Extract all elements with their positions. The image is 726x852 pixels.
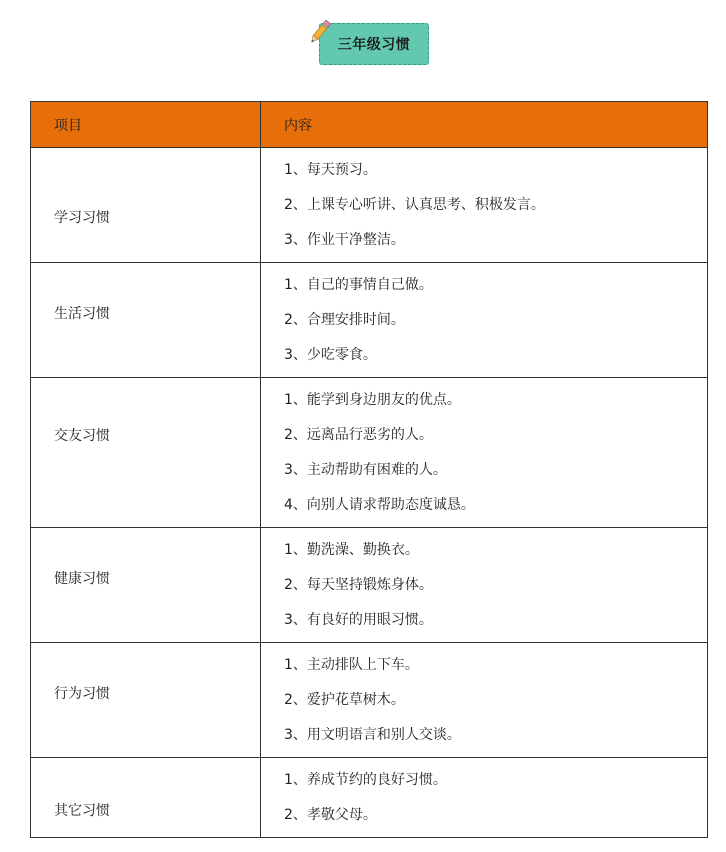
- habits-table: [30, 101, 708, 838]
- category-label: 健康习惯: [54, 571, 110, 587]
- list-item: 2、合理安排时间。: [284, 311, 405, 328]
- list-item: 2、每天坚持锻炼身体。: [284, 576, 433, 593]
- content-cell: [261, 528, 708, 643]
- category-cell: [31, 148, 261, 263]
- header-category: 项目: [31, 102, 261, 148]
- content-cell: [261, 263, 708, 378]
- category-label: 学习习惯: [54, 210, 110, 226]
- list-item: 3、用文明语言和别人交谈。: [284, 726, 461, 743]
- list-item: 1、每天预习。: [284, 161, 377, 178]
- table-row: [31, 758, 708, 838]
- category-cell: [31, 378, 261, 528]
- pencil-icon: [305, 17, 335, 47]
- category-cell: [31, 528, 261, 643]
- content-cell: [261, 643, 708, 758]
- category-label: 其它习惯: [54, 802, 110, 819]
- list-item: 3、有良好的用眼习惯。: [284, 611, 433, 628]
- table-row: [31, 528, 708, 643]
- content-cell: [261, 148, 708, 263]
- header-content: 内容: [261, 102, 708, 148]
- list-item: 2、上课专心听讲、认真思考、积极发言。: [284, 196, 545, 213]
- page-title: 三年级习惯: [319, 23, 429, 65]
- list-item: 3、主动帮助有困难的人。: [284, 461, 447, 478]
- list-item: 1、养成节约的良好习惯。: [284, 771, 447, 788]
- table-row: [31, 643, 708, 758]
- list-item: 3、少吃零食。: [284, 346, 377, 363]
- category-label: 生活习惯: [54, 306, 110, 322]
- category-cell: [31, 758, 261, 838]
- category-cell: [31, 643, 261, 758]
- list-item: 1、自己的事情自己做。: [284, 276, 433, 293]
- title-area: [305, 17, 431, 69]
- list-item: 3、作业干净整洁。: [284, 231, 405, 248]
- table-row: [31, 148, 708, 263]
- list-item: 2、孝敬父母。: [284, 806, 377, 823]
- category-cell: [31, 263, 261, 378]
- content-cell: [261, 378, 708, 528]
- list-item: 1、勤洗澡、勤换衣。: [284, 541, 419, 558]
- content-cell: [261, 758, 708, 838]
- table-row: [31, 263, 708, 378]
- list-item: 1、主动排队上下车。: [284, 656, 419, 673]
- table-row: [31, 378, 708, 528]
- category-label: 行为习惯: [54, 686, 110, 702]
- list-item: 2、爱护花草树木。: [284, 691, 405, 708]
- list-item: 4、向别人请求帮助态度诚恳。: [284, 496, 475, 513]
- table-header-row: [31, 102, 708, 148]
- category-label: 交友习惯: [54, 427, 110, 444]
- list-item: 1、能学到身边朋友的优点。: [284, 391, 461, 408]
- list-item: 2、远离品行恶劣的人。: [284, 426, 433, 443]
